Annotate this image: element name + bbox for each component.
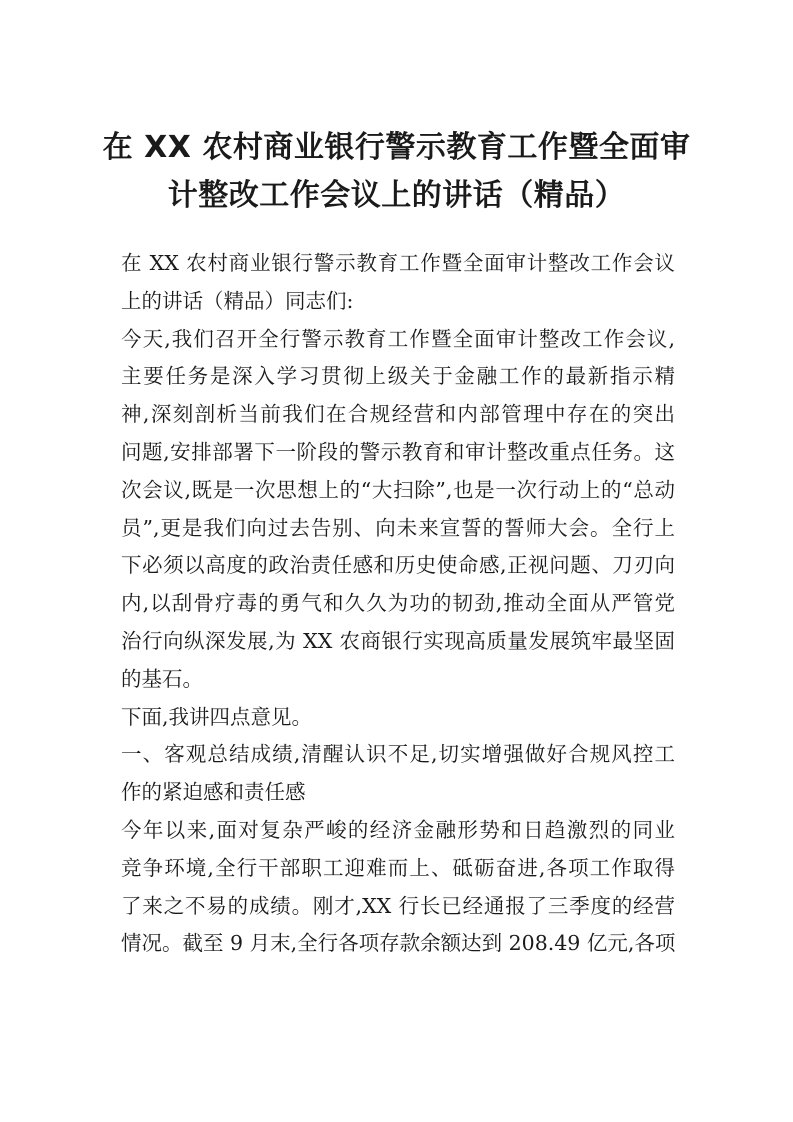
document-body [121,245,675,963]
title-line-1: 在 XX 农村商业银行警示教育工作暨全面审 [102,130,691,165]
body-line: 神,深刻剖析当前我们在合规经营和内部管理中存在的突出 [121,402,675,427]
body-line: 内,以刮骨疗毒的勇气和久久为功的韧劲,推动全面从严管党 [121,591,675,616]
body-line: 主要任务是深入学习贯彻上级关于金融工作的最新指示精 [121,364,675,389]
body-line: 今年以来,面对复杂严峻的经济金融形势和日趋激烈的同业 [121,817,675,842]
body-line: 今天,我们召开全行警示教育工作暨全面审计整改工作会议, [121,326,675,351]
body-line: 了来之不易的成绩。刚才,XX 行长已经通报了三季度的经营 [121,893,675,918]
body-line: 竞争环境,全行干部职工迎难而上、砥砺奋进,各项工作取得 [121,855,675,880]
body-line: 的基石。 [121,666,203,691]
body-line: 作的紧迫感和责任感 [121,780,306,805]
body-line: 上的讲话（精品）同志们: [121,288,354,313]
body-line: 一、客观总结成绩,清醒认识不足,切实增强做好合规风控工 [121,742,675,767]
body-line: 治行向纵深发展,为 XX 农商银行实现高质量发展筑牢最坚固 [121,628,675,653]
title-line-2: 计整改工作会议上的讲话（精品） [167,178,626,213]
body-line: 在 XX 农村商业银行警示教育工作暨全面审计整改工作会议 [121,251,675,275]
body-line: 下面,我讲四点意见。 [121,704,313,729]
body-line: 次会议,既是一次思想上的“大扫除”,也是一次行动上的“总动 [121,477,675,502]
body-line: 员”,更是我们向过去告别、向未来宣誓的誓师大会。全行上 [121,515,675,540]
body-line: 情况。截至 9 月末,全行各项存款余额达到 208.49 亿元,各项 [121,931,675,956]
document-title [100,124,693,220]
body-line: 下必须以高度的政治责任感和历史使命感,正视问题、刀刃向 [121,553,675,578]
body-line: 问题,安排部署下一阶段的警示教育和审计整改重点任务。这 [121,439,675,464]
